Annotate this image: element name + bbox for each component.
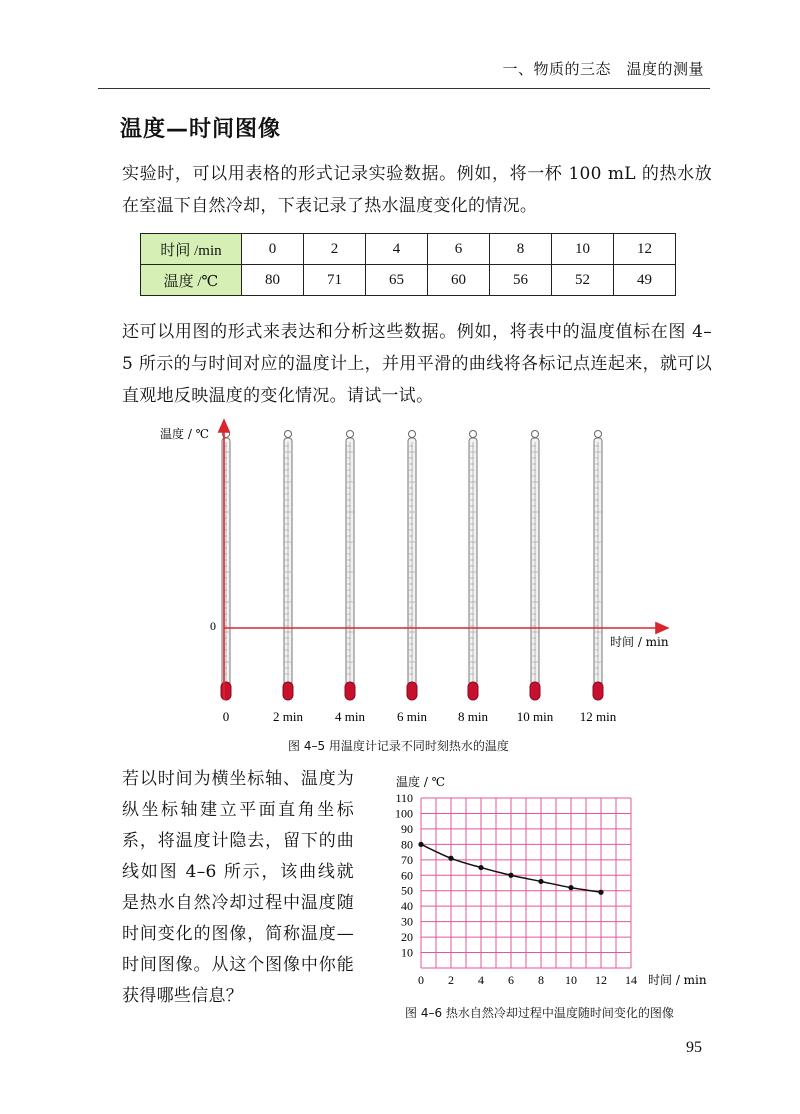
chart-data-point (568, 885, 573, 890)
thermometer (468, 431, 478, 701)
running-head: 一、物质的三态 温度的测量 (502, 60, 704, 78)
chart-y-tick-label: 60 (401, 868, 413, 883)
thermometer-label: 10 min (516, 709, 554, 724)
paragraph-intro: 实验时，可以用表格的形式记录实验数据。例如，将一杯 100 mL 的热水放在室温下自然冷却，下表记录了热水温度变化的情况。 (122, 164, 712, 216)
chart-y-tick-label: 30 (401, 914, 413, 929)
thermometer (530, 431, 540, 701)
table-cell: 2 (304, 234, 366, 265)
table-cell: 12 (614, 234, 676, 265)
chart-x-axis-label: 时间 / min (648, 973, 707, 987)
chart-data-point (598, 890, 603, 895)
fig45-origin-label: 0 (210, 619, 216, 633)
table-cell: 52 (552, 265, 614, 296)
chart-x-tick-label: 12 (595, 973, 607, 987)
chart-grid (421, 798, 631, 968)
table-cell: 71 (304, 265, 366, 296)
chart-data-point (418, 842, 423, 847)
thermometer-group (221, 431, 603, 701)
table-cell: 60 (428, 265, 490, 296)
table-header-time: 时间 /min (141, 234, 242, 265)
thermometer-label: 2 min (273, 709, 303, 724)
table-cell: 65 (366, 265, 428, 296)
chart-y-tick-label: 100 (395, 806, 413, 821)
table-cell: 4 (366, 234, 428, 265)
chart-y-tick-label: 10 (401, 945, 413, 960)
chart-y-axis-label: 温度 / ℃ (396, 775, 446, 789)
chart-x-tick-label: 10 (565, 973, 577, 987)
table-cell: 8 (490, 234, 552, 265)
chart-y-tick-label: 70 (401, 852, 413, 867)
chart-y-tick-label: 40 (401, 899, 413, 914)
page-number: 95 (686, 1039, 702, 1056)
thermometer-label: 12 min (579, 709, 617, 724)
section-title: 温度—时间图像 (120, 117, 282, 142)
table-cell: 56 (490, 265, 552, 296)
thermometer-label: 6 min (397, 709, 427, 724)
chart-x-tick-label: 0 (418, 973, 424, 987)
figure-4-6-chart (370, 770, 707, 1000)
chart-y-tick-label: 20 (401, 930, 413, 945)
paragraph-coordinate-system: 若以时间为横坐标轴、温度为纵坐标轴建立平面直角坐标系，将温度计隐去，留下的曲线如图 4–6 所示，该曲线就是热水自然冷却过程中温度随时间变化的图像，简称温度—时间图像。从这个图像中你能获得哪些信息？ (122, 769, 354, 1006)
chart-x-tick-label: 8 (538, 973, 544, 987)
thermometer-label: 0 (222, 709, 230, 724)
thermometer (221, 431, 231, 701)
chart-y-tick-label: 80 (401, 837, 413, 852)
chart-data-point (508, 873, 513, 878)
chart-data-point (538, 879, 543, 884)
figure-4-5-caption: 图 4–5 用温度计记录不同时刻热水的温度 (288, 739, 509, 753)
chart-y-tick-label: 110 (395, 791, 413, 805)
table-cell: 49 (614, 265, 676, 296)
fig45-y-label: 温度 / ℃ (160, 427, 210, 441)
chart-x-tick-label: 14 (625, 973, 637, 987)
figure-4-6-caption: 图 4–6 热水自然冷却过程中温度随时间变化的图像 (405, 1006, 674, 1020)
fig45-x-label: 时间 / min (610, 635, 669, 649)
table-header-temp: 温度 /℃ (141, 265, 242, 296)
table-cell: 80 (242, 265, 304, 296)
thermometer (593, 431, 603, 701)
thermometer-label: 4 min (335, 709, 365, 724)
table-cell: 0 (242, 234, 304, 265)
chart-x-tick-label: 6 (508, 973, 514, 987)
thermometer (345, 431, 355, 701)
chart-x-tick-label: 4 (478, 973, 484, 987)
chart-y-tick-label: 90 (401, 821, 413, 836)
chart-data-point (478, 865, 483, 870)
chart-data-point (448, 856, 453, 861)
table-cell: 6 (428, 234, 490, 265)
chart-y-tick-label: 50 (401, 883, 413, 898)
thermometer (407, 431, 417, 701)
chart-x-tick-label: 2 (448, 973, 454, 987)
table-cell: 10 (552, 234, 614, 265)
paragraph-graph-method: 还可以用图的形式来表达和分析这些数据。例如，将表中的温度值标在图 4–5 所示的与时间对应的温度计上，并用平滑的曲线将各标记点连起来，就可以直观地反映温度的变化情况。请试一试。 (122, 322, 712, 406)
thermometer-label: 8 min (458, 709, 488, 724)
thermometer (283, 431, 293, 701)
